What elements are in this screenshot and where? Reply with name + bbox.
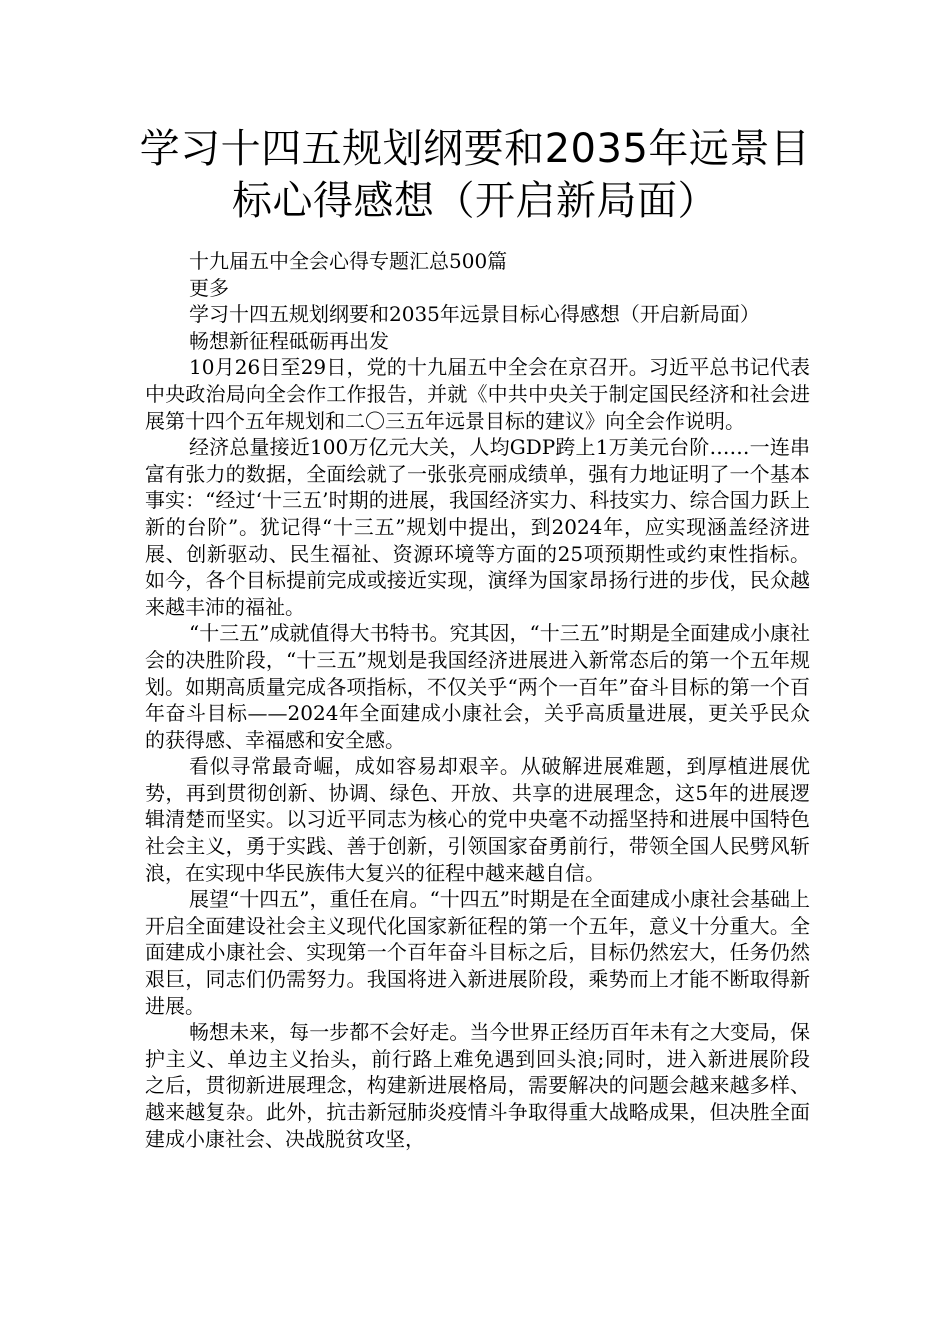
paragraph: 看似寻常最奇崛，成如容易却艰辛。从破解进展难题，到厚植进展优势，再到贯彻创新、协调、绿色、开放、共享的进展理念，这5年的进展逻辑清楚而坚实。以习近平同志为核心的党中央毫不动摇坚持和进展中国特色社会主义，勇于实践、善于创新，引领国家奋勇前行，带领全国人民劈风斩浪，在实现中华民族伟大复兴的征程中越来越自信。: [145, 754, 810, 885]
paragraph: 畅想新征程砥砺再出发: [189, 328, 389, 353]
document-title: [120, 123, 830, 227]
paragraph: 十九届五中全会心得专题汇总500篇: [189, 249, 508, 273]
document-body: [145, 248, 810, 1152]
paragraph: 经济总量接近100万亿元大关，人均GDP跨上1万美元台阶……一连串富有张力的数据，全面绘就了一张张亮丽成绩单，强有力地证明了一个基本事实：“经过‘十三五’时期的进展，我国经济实力、科技实力、综合国力跃上新的台阶”。犹记得“十三五”规划中提出，到2024年，应实现涵盖经济进展、创新驱动、民生福祉、资源环境等方面的25项预期性或约束性指标。如今，各个目标提前完成或接近实现，演绎为国家昂扬行进的步伐，民众越来越丰沛的福祉。: [145, 435, 810, 619]
paragraph: 学习十四五规划纲要和2035年远景目标心得感想（开启新局面）: [189, 302, 760, 327]
paragraph: “十三五”成就值得大书特书。究其因，“十三五”时期是全面建成小康社会的决胜阶段，“十三五”规划是我国经济进展进入新常态后的第一个五年规划。如期高质量完成各项指标，不仅关乎“两个一百年”奋斗目标的第一个百年奋斗目标——2024年全面建成小康社会，关乎高质量进展，更关乎民众的获得感、幸福感和安全感。: [145, 621, 810, 752]
paragraph: 展望“十四五”，重任在肩。“十四五”时期是在全面建成小康社会基础上开启全面建设社会主义现代化国家新征程的第一个五年，意义十分重大。全面建成小康社会、实现第一个百年奋斗目标之后，目标仍然宏大，任务仍然艰巨，同志们仍需努力。我国将进入新进展阶段，乘势而上才能不断取得新进展。: [145, 887, 810, 1018]
paragraph: 畅想未来，每一步都不会好走。当今世界正经历百年未有之大变局，保护主义、单边主义抬头，前行路上难免遇到回头浪;同时，进入新进展阶段之后，贯彻新进展理念，构建新进展格局，需要解决的问题会越来越多样、越来越复杂。此外，抗击新冠肺炎疫情斗争取得重大战略成果，但决胜全面建成小康社会、决战脱贫攻坚，: [145, 1020, 810, 1151]
paragraph-more-link: 更多: [189, 275, 229, 300]
title-line-2: 标心得感想（开启新局面）: [232, 178, 718, 224]
title-line-1: 学习十四五规划纲要和2035年远景目: [139, 126, 811, 172]
paragraph: 10月26日至29日，党的十九届五中全会在京召开。习近平总书记代表中央政治局向全会作工作报告，并就《中共中央关于制定国民经济和社会进展第十四个五年规划和二〇三五年远景目标的建议》向全会作说明。: [145, 355, 810, 433]
